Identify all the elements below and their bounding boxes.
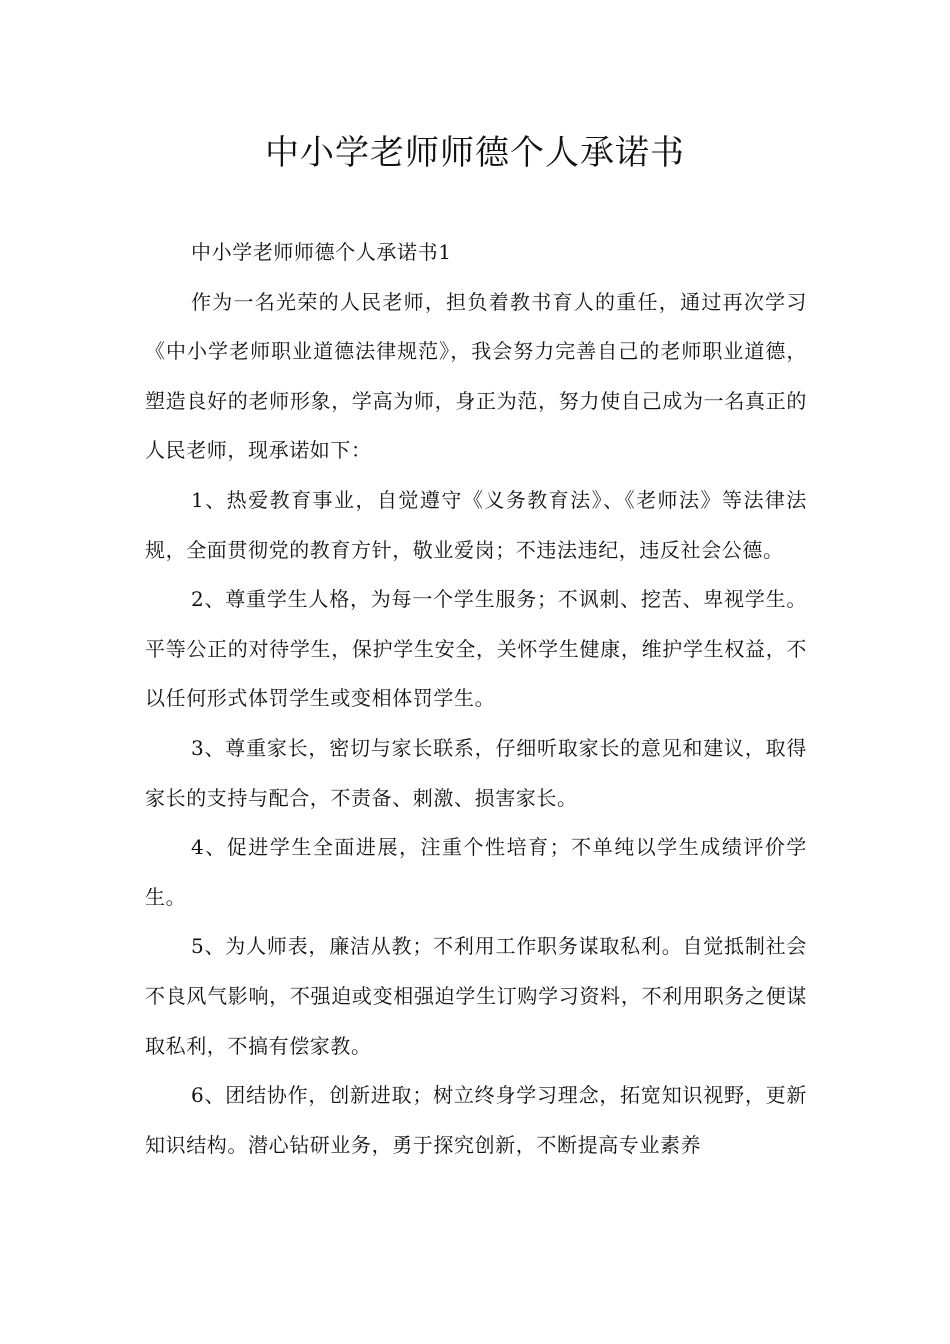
commitment-item-5: 5、为人师表，廉洁从教；不利用工作职务谋取私利。自觉抵制社会不良风气影响，不强迫或变相强迫学生订购学习资料，不利用职务之便谋取私利，不搞有偿家教。 bbox=[145, 934, 807, 1058]
section-heading: 中小学老师师德个人承诺书1 bbox=[191, 240, 452, 264]
commitment-item-2: 2、尊重学生人格，为每一个学生服务；不讽刺、挖苦、卑视学生。平等公正的对待学生，保护学生安全，关怀学生健康，维护学生权益，不以任何形式体罚学生或变相体罚学生。 bbox=[145, 587, 807, 711]
commitment-item-1: 1、热爱教育事业，自觉遵守《义务教育法》、《老师法》等法律法规，全面贯彻党的教育方针，敬业爱岗；不违法违纪，违反社会公德。 bbox=[145, 487, 807, 562]
commitment-item-4: 4、促进学生全面进展，注重个性培育；不单纯以学生成绩评价学生。 bbox=[145, 835, 807, 909]
commitment-item-6: 6、团结协作，创新进取；树立终身学习理念，拓宽知识视野，更新知识结构。潜心钻研业务，勇于探究创新，不断提高专业素养 bbox=[145, 1083, 807, 1157]
document-title: 中小学老师师德个人承诺书 bbox=[265, 133, 685, 173]
intro-paragraph: 作为一名光荣的人民老师，担负着教书育人的重任，通过再次学习《中小学老师职业道德法律规范》，我会努力完善自己的老师职业道德，塑造良好的老师形象，学高为师，身正为范，努力使自己成为一名真正的人民老师，现承诺如下： bbox=[145, 289, 807, 463]
commitment-item-3: 3、尊重家长，密切与家长联系，仔细听取家长的意见和建议，取得家长的支持与配合，不责备、刺激、损害家长。 bbox=[145, 735, 807, 810]
document-body bbox=[145, 228, 807, 1170]
